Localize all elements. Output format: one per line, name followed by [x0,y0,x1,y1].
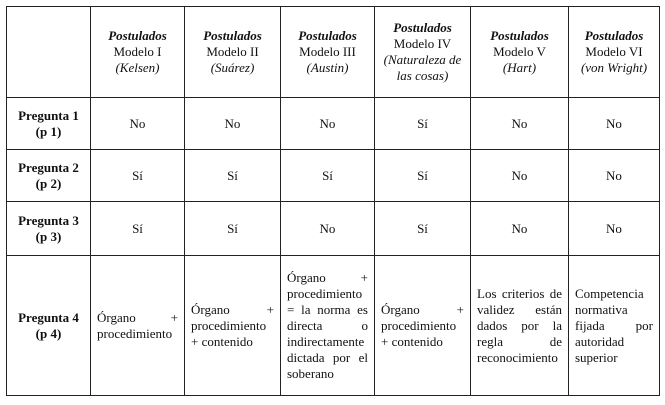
header-model: Modelo III [299,44,356,59]
header-cell-model-5 [471,7,569,98]
row-label-cell [7,202,91,256]
header-title: Postulados [203,28,262,43]
answer-cell: Sí [91,202,185,256]
row-code: (p 3) [35,228,62,244]
header-cell-model-1 [91,7,185,98]
answer-cell: No [471,150,569,202]
header-model: Modelo II [206,44,259,59]
header-model: Modelo VI [585,44,643,59]
answer-cell: Sí [375,150,471,202]
answer-cell: Órgano + procedimiento + contenido [185,256,281,396]
header-cell-model-6 [569,7,660,98]
answer-cell: No [281,98,375,150]
answer-cell: No [91,98,185,150]
table-row [7,98,660,150]
row-label: Pregunta 3 [18,212,79,228]
answer-cell: No [471,98,569,150]
header-row [7,7,660,98]
answer-cell: Órgano + procedimiento [91,256,185,396]
header-title: Postulados [584,28,644,43]
answer-cell: Sí [185,150,281,202]
header-author: (Naturaleza de las cosas) [383,52,462,83]
row-label-cell [7,256,91,396]
header-title: Postulados [393,20,452,35]
header-cell-model-3 [281,7,375,98]
answer-cell: Sí [185,202,281,256]
header-title: Postulados [298,28,357,43]
header-author: (von Wright) [580,60,648,75]
header-author: (Suárez) [210,60,255,75]
answer-cell: Órgano + procedimiento + contenido [375,256,471,396]
models-table [6,6,660,396]
row-code: (p 2) [35,175,62,191]
table-row [7,150,660,202]
corner-cell [7,7,91,98]
answer-cell: Los criterios de validez están dados por la regla de reconocimiento [471,256,569,396]
header-title: Postulados [490,28,549,43]
answer-cell: No [569,98,660,150]
header-model: Modelo I [113,44,162,59]
row-label: Pregunta 4 [18,309,79,325]
answer-cell: No [281,202,375,256]
answer-cell: Sí [375,202,471,256]
answer-cell: No [569,202,660,256]
answer-cell: Sí [91,150,185,202]
answer-cell: No [471,202,569,256]
header-author: (Hart) [502,60,537,75]
header-cell-model-2 [185,7,281,98]
row-code: (p 4) [35,325,62,341]
header-model: Modelo V [493,44,546,59]
answer-cell: Órgano + procedimiento = la norma es directa o indirectamente dictada por el soberano [281,256,375,396]
header-model: Modelo IV [393,36,452,51]
answer-cell: No [569,150,660,202]
row-label-cell [7,150,91,202]
header-title: Postulados [108,28,167,43]
header-author: (Austin) [306,60,349,75]
answer-cell: Competencia normativa fijada por autoridad superior [569,256,660,396]
table-row [7,256,660,396]
header-cell-model-4 [375,7,471,98]
row-label: Pregunta 2 [18,159,79,175]
answer-cell: No [185,98,281,150]
row-label-cell [7,98,91,150]
header-author: (Kelsen) [115,60,160,75]
table-row [7,202,660,256]
answer-cell: Sí [281,150,375,202]
row-label: Pregunta 1 [18,107,79,123]
row-code: (p 1) [35,123,62,139]
answer-cell: Sí [375,98,471,150]
